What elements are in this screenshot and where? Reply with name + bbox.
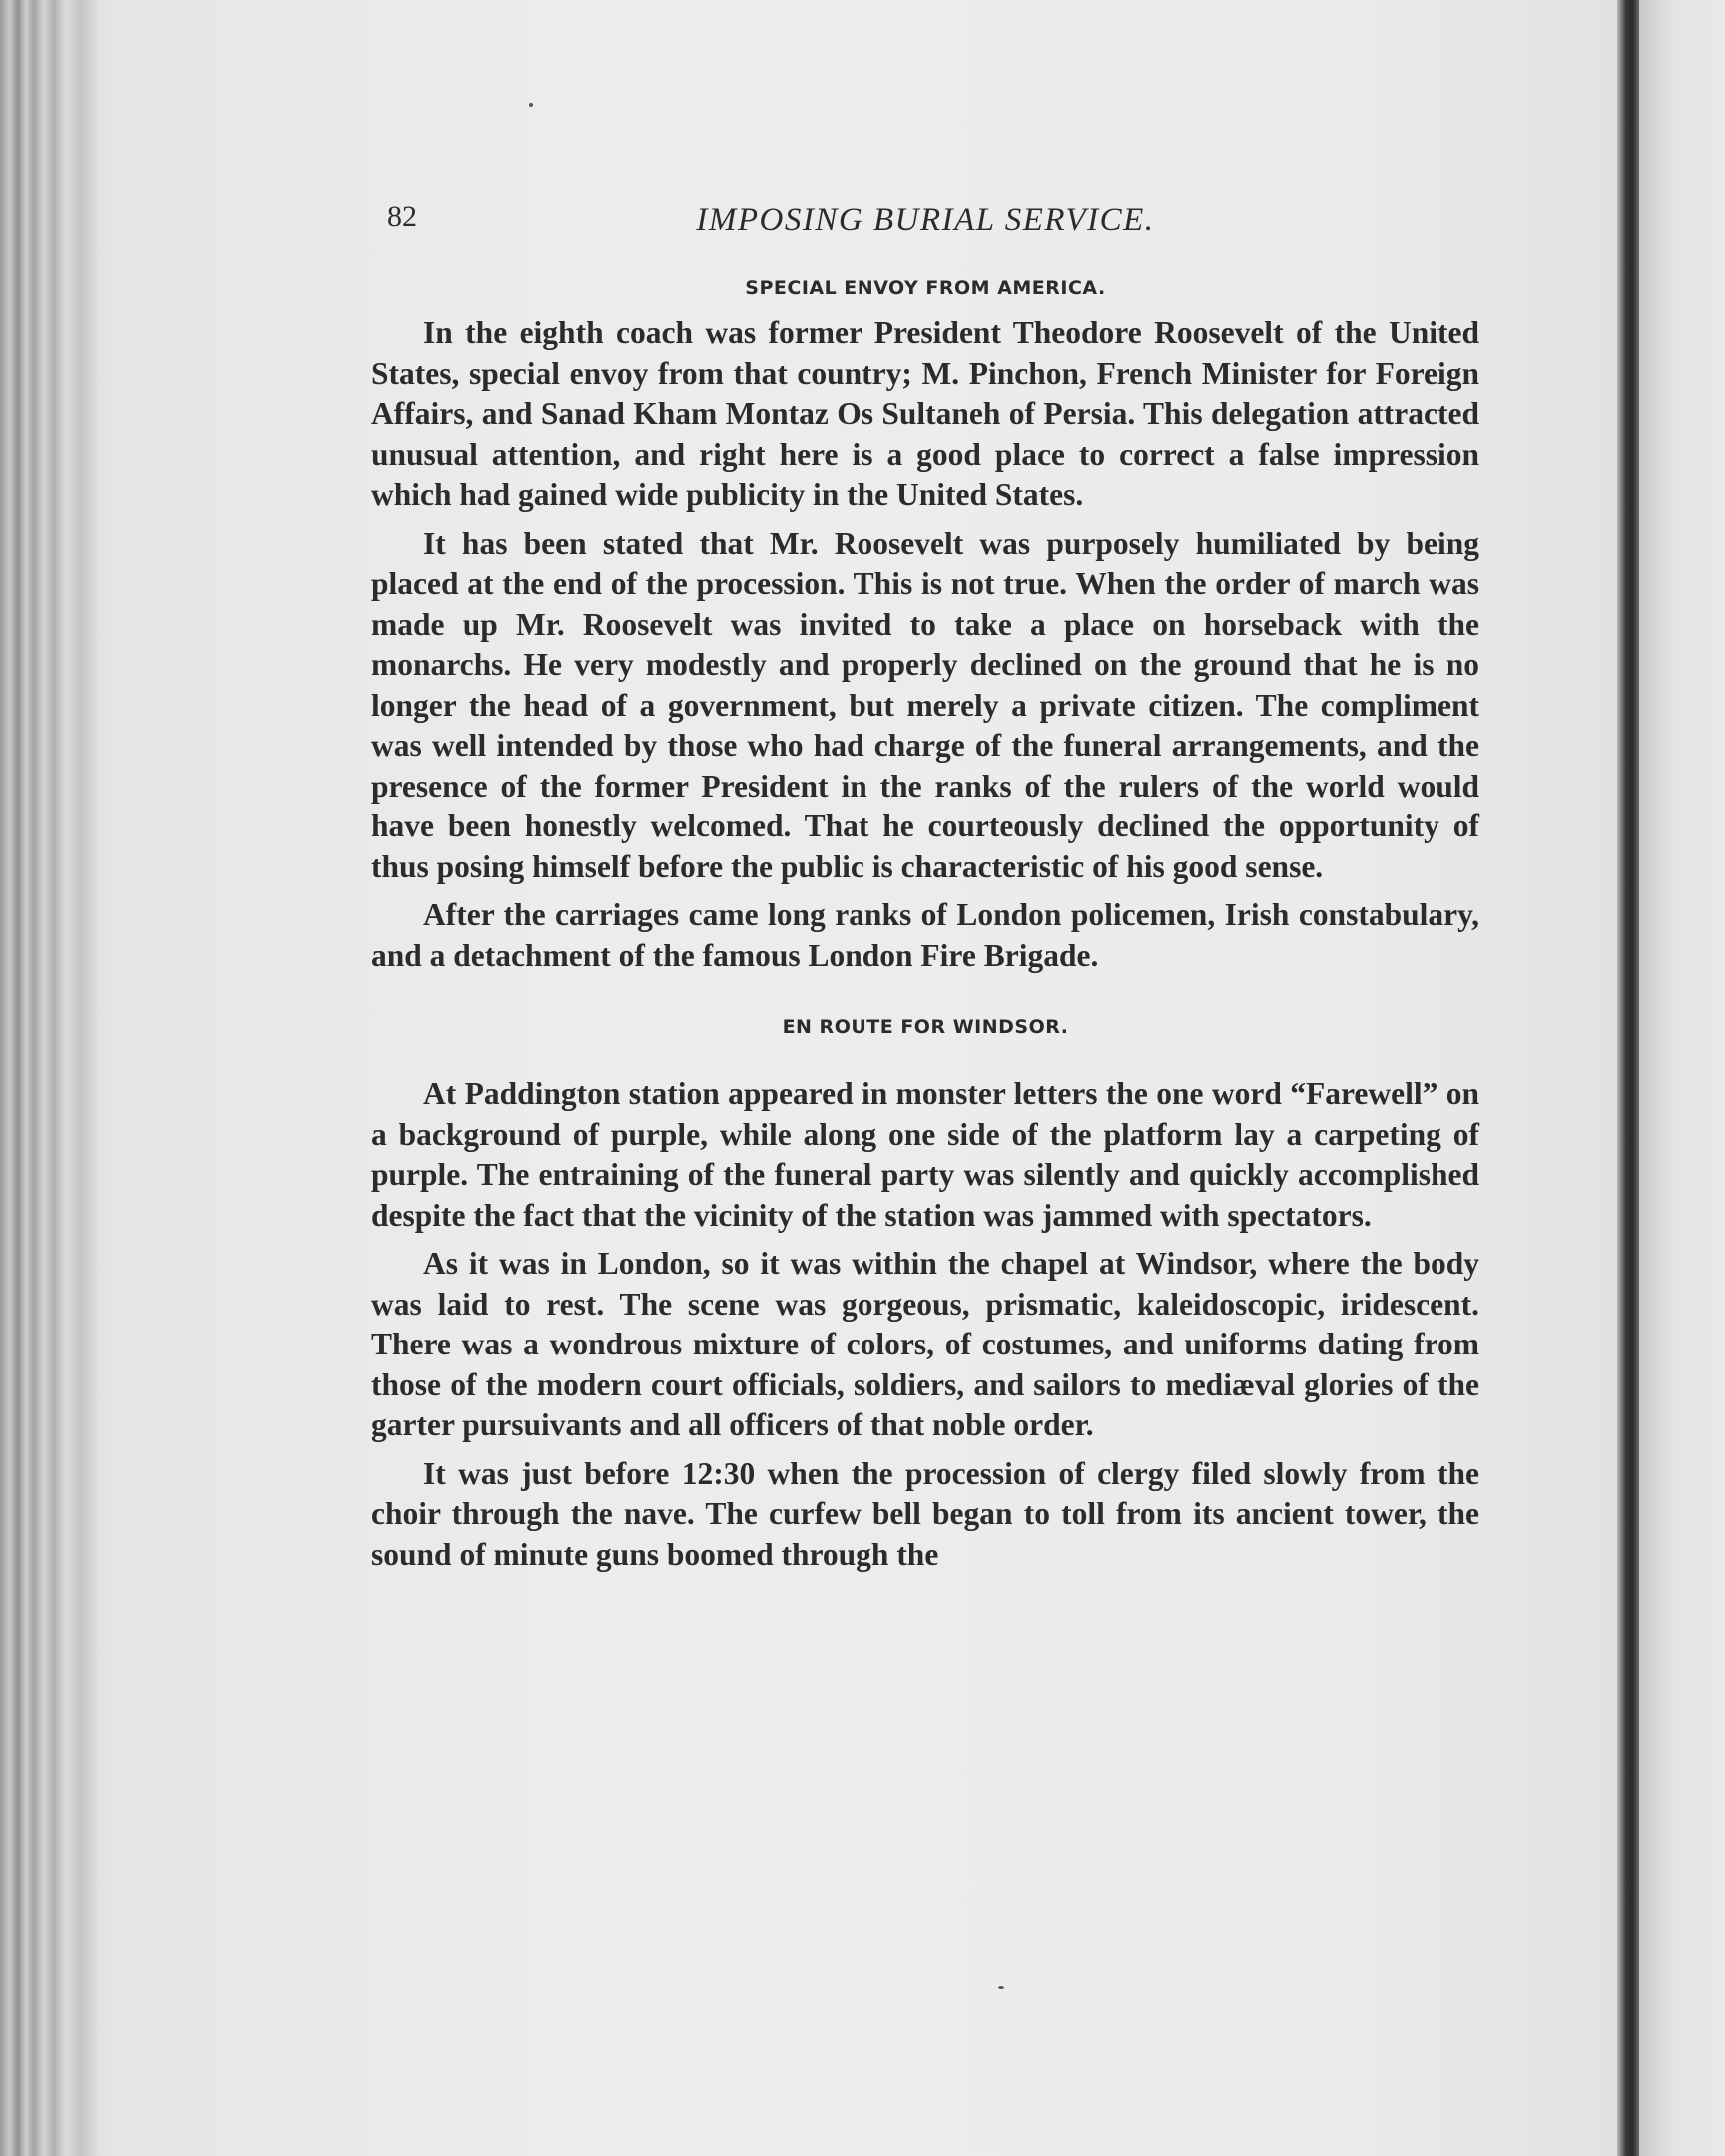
paragraph: In the eighth coach was former President Theodore Roosevelt of the United States, special envoy from that country; M. Pinchon, French Minister for Foreign Affairs, and Sanad Kham Montaz Os Sultaneh of Persia. This delegation attracted unusual attention, and right here is a good place to correct a false impression which had gained wide publicity in the United States. <box>371 315 1479 512</box>
paragraph: It has been stated that Mr. Roosevelt was purposely humiliated by being placed at the end of the procession. This is not true. When the order of march was made up Mr. Roosevelt was invited to take a place on horseback with the monarchs. He very modestly and properly declined on the ground that he is no longer the head of a government, but merely a private citizen. The compliment was well intended by those who had charge of the funeral arrangements, and the presence of the former President in the ranks of the rulers of the world would have been honestly welcomed. That he courteously declined the opportunity of thus posing himself before the public is characteristic of his good sense. <box>371 525 1479 884</box>
page-text-block <box>371 200 1479 1583</box>
facing-page-edge <box>1639 0 1725 2156</box>
section-heading: SPECIAL ENVOY FROM AMERICA. <box>745 277 1106 299</box>
book-gutter <box>1617 0 1639 2156</box>
section-heading: EN ROUTE FOR WINDSOR. <box>782 1016 1069 1038</box>
paragraph: After the carriages came long ranks of London policemen, Irish constabulary, and a detachment of the famous London Fire Brigade. <box>371 897 1479 973</box>
paper-speck <box>529 103 533 107</box>
page-number: 82 <box>387 200 417 233</box>
running-title: IMPOSING BURIAL SERVICE. <box>696 202 1155 238</box>
running-head <box>371 200 1479 260</box>
bound-page-edges <box>0 0 120 2156</box>
paper-speck <box>998 1986 1004 1989</box>
paragraph: As it was in London, so it was within the chapel at Windsor, where the body was laid to rest. The scene was gorgeous, prismatic, kaleidoscopic, iridescent. There was a wondrous mixture of colors, of costumes, and uniforms dating from those of the modern court officials, soldiers, and sailors to mediæval glories of the garter pursuivants and all officers of that noble order. <box>371 1246 1479 1442</box>
paragraph: At Paddington station appeared in monster letters the one word “Farewell” on a background of purple, while along one side of the platform lay a carpeting of purple. The entraining of the funeral party was silently and quickly accomplished despite the fact that the vicinity of the station was jammed with spectators. <box>371 1076 1479 1233</box>
paragraph: It was just before 12:30 when the procession of clergy filed slowly from the choir through the nave. The curfew bell began to toll from its ancient tower, the sound of minute guns boomed through the <box>371 1455 1479 1572</box>
